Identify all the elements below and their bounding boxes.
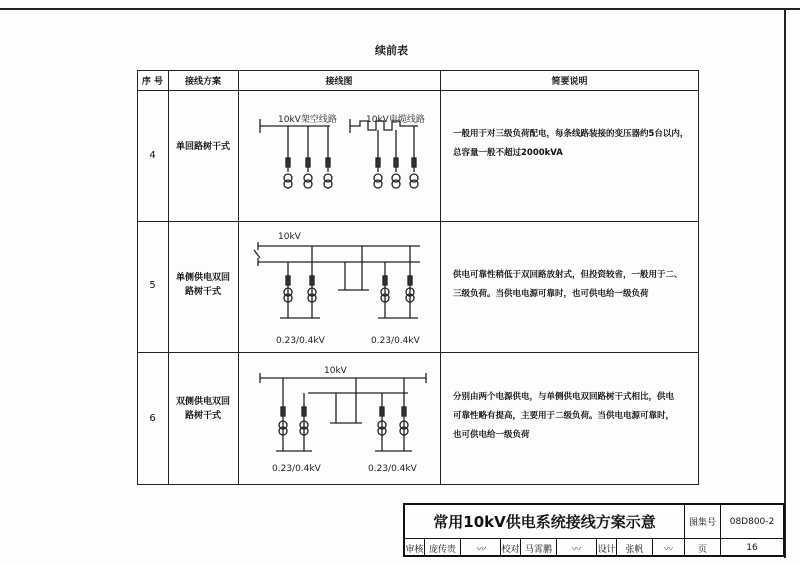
- checker-signature: 〰: [557, 539, 597, 557]
- row-6-description: 分别由两个电源供电，与单侧供电双回路树干式相比，供电 可靠性略有提高，主要用于二级负荷。当供电电源可靠时， 也可供电给一级负荷: [453, 392, 675, 440]
- svg-text:0.23/0.4kV: 0.23/0.4kV: [368, 464, 417, 474]
- row-4-no: 4: [149, 149, 156, 161]
- page-number: 16: [746, 543, 758, 553]
- svg-text:0.23/0.4kV: 0.23/0.4kV: [272, 464, 321, 474]
- row-5-description: 供电可靠性稍低于双回路放射式，但投资较省，一般用于二、 三级负荷。当供电电源可靠时，也可供电给一级负荷: [453, 270, 683, 299]
- drawing-title: 常用10kV供电系统接线方案示意: [405, 505, 685, 539]
- row-6-no: 6: [149, 412, 156, 424]
- reviewer-name: 庞传贵: [425, 539, 461, 557]
- design-label: 设计: [597, 539, 617, 557]
- reviewer-signature: 〰: [461, 539, 501, 557]
- svg-text:0.23/0.4kV: 0.23/0.4kV: [276, 336, 325, 346]
- table-title: 续前表: [375, 44, 408, 57]
- row-4-diagram: [238, 90, 440, 220]
- frame-top: [0, 8, 800, 10]
- header-scheme: 接线方案: [184, 76, 221, 87]
- svg-text:0.23/0.4kV: 0.23/0.4kV: [371, 336, 420, 346]
- row-5-no: 5: [149, 280, 156, 291]
- designer-signature: 〰: [653, 539, 685, 557]
- row-5-scheme: 单侧供电双回路树干式: [175, 273, 230, 297]
- header-description: 简要说明: [551, 76, 588, 87]
- svg-text:10kV架空线路: 10kV架空线路: [278, 115, 337, 125]
- page-label: 页: [685, 539, 721, 557]
- row-4-scheme: 单回路树干式: [175, 141, 230, 152]
- svg-text:10kV: 10kV: [324, 366, 347, 376]
- atlas-label: 图集号: [685, 505, 721, 539]
- review-label: 审核: [405, 539, 425, 557]
- row-5-diagram: [238, 220, 440, 351]
- row-6-diagram: [238, 351, 440, 485]
- svg-text:10kV: 10kV: [278, 232, 301, 242]
- header-diagram: 接线图: [325, 76, 353, 87]
- transformer-group: [284, 126, 418, 188]
- check-label: 校对: [501, 539, 521, 557]
- header-no: 序 号: [141, 76, 164, 87]
- atlas-number: 08D800-2: [721, 505, 783, 539]
- row-4-description: 一般用于对三级负荷配电，每条线路装接的变压器约5台以内， 总容量一般不超过2000kVA: [453, 129, 689, 158]
- checker-name: 马霄鹏: [521, 539, 557, 557]
- frame-right: [784, 8, 786, 558]
- svg-text:10kV电缆线路: 10kV电缆线路: [366, 115, 425, 125]
- title-block: [403, 503, 785, 557]
- designer-name: 张帆: [617, 539, 653, 557]
- row-6-scheme: 双侧供电双回路树干式: [175, 397, 230, 421]
